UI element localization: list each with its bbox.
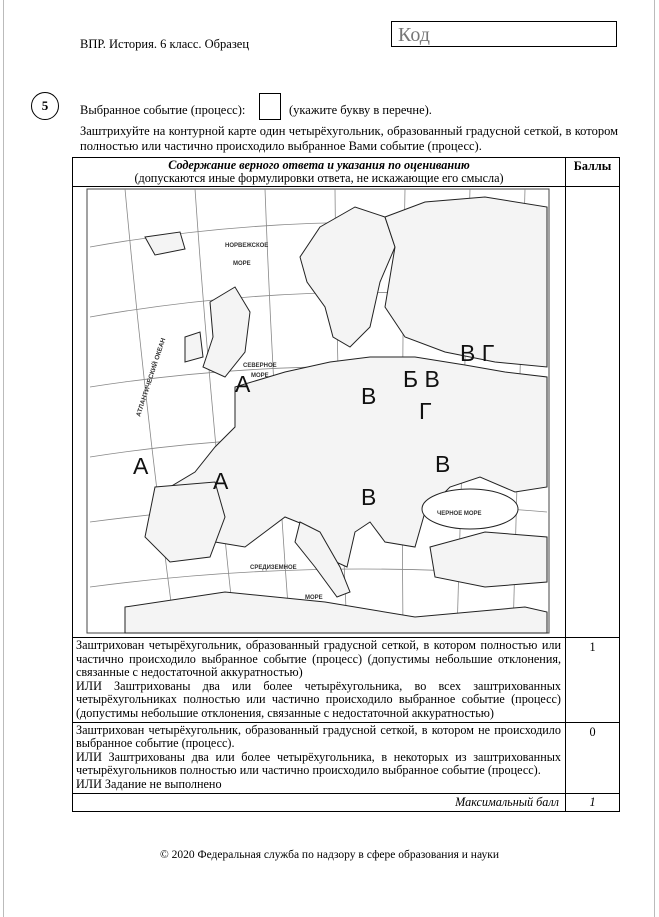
sea-label-north-2: МОРЕ <box>251 373 269 379</box>
rubric-row-1 <box>73 638 620 723</box>
sea-label-norwegian-1: НОРВЕЖСКОЕ <box>225 243 269 249</box>
region-letter-v-g: В Г <box>460 340 495 366</box>
page-edge-left <box>3 0 4 917</box>
region-letter-v-2: В <box>435 451 451 477</box>
region-letter-v-1: В <box>361 383 377 409</box>
rubric-row-1-points: 1 <box>566 638 620 723</box>
rubric-max-row <box>73 793 620 811</box>
black-sea <box>422 489 518 529</box>
rubric-header-row <box>73 158 620 187</box>
contour-map <box>85 187 565 637</box>
code-field[interactable]: Код <box>391 21 617 47</box>
region-letter-b-v: Б В <box>403 366 440 392</box>
question-instruction: Заштрихуйте на контурной карте один четырёхугольник, образованный градусной сеткой, в котором полностью или частично происходило выбранное Вами событие (процесс). <box>80 124 618 153</box>
region-letter-a-3: А <box>213 468 229 494</box>
selected-event-hint: (укажите букву в перечне). <box>289 103 432 117</box>
rubric-header-title: Содержание верного ответа и указания по оцениванию <box>168 158 470 172</box>
rubric-row-2-text-3: ИЛИ Задание не выполнено <box>76 776 222 791</box>
answer-letter-box[interactable] <box>259 93 281 120</box>
rubric-row-2-text-1: Заштрихован четырёхугольник, образованный градусной сеткой, в котором не происходило выбранное событие (процесс). <box>76 722 561 751</box>
sea-label-norwegian-2: МОРЕ <box>233 261 251 267</box>
page-edge-right <box>654 0 655 917</box>
sea-label-north-1: СЕВЕРНОЕ <box>243 363 277 369</box>
rubric-row-1-text <box>73 638 566 723</box>
footer-copyright: © 2020 Федеральная служба по надзору в сфере образования и науки <box>160 849 499 861</box>
region-letter-g: Г <box>419 398 432 424</box>
max-score-label: Максимальный балл <box>73 793 566 811</box>
region-letter-a-2: А <box>133 453 149 479</box>
rubric-row-1-text-2: ИЛИ Заштрихованы два или более четырёхугольника, во всех заштрихованных четырёхугольниках полностью или частично происходило выбранное событие (процесс) (допустимы небольшие отклонения, связанные с недостаточной аккуратностью) <box>76 678 561 720</box>
region-letter-v-3: В <box>361 484 377 510</box>
rubric-row-2-text-2: ИЛИ Заштрихованы два или более четырёхугольника, в некоторых из заштрихованных четырёхугольников полностью или частично происходило выбранное событие (процесс). <box>76 749 561 778</box>
sea-label-black: ЧЕРНОЕ МОРЕ <box>437 511 482 517</box>
rubric-row-2-points: 0 <box>566 722 620 793</box>
rubric-header-content <box>73 158 566 187</box>
region-letter-a-1: А <box>235 371 251 397</box>
rubric-row-1-text-1: Заштрихован четырёхугольник, образованный градусной сеткой, в котором полностью или частично происходило выбранное событие (процесс) (допустимы небольшие отклонения, связанные с недостаточной аккуратностью) <box>76 638 561 680</box>
map-cell <box>73 187 566 638</box>
map-row <box>73 187 620 638</box>
rubric-header-subtitle: (допускаются иные формулировки ответа, не искажающие его смысла) <box>134 171 504 185</box>
rubric-table <box>72 157 620 812</box>
question-number: 5 <box>31 92 59 120</box>
sea-label-mediterranean-1: СРЕДИЗЕМНОЕ <box>250 565 297 571</box>
max-score-value: 1 <box>566 793 620 811</box>
sea-label-mediterranean-2: МОРЕ <box>305 595 323 601</box>
rubric-row-2 <box>73 722 620 793</box>
rubric-header-points: Баллы <box>566 158 620 187</box>
selected-event-label: Выбранное событие (процесс): <box>80 103 246 117</box>
sea-label-atlantic: АТЛАНТИЧЕСКИЙ ОКЕАН <box>135 337 168 418</box>
header-title: ВПР. История. 6 класс. Образец <box>80 37 250 51</box>
map-points-cell <box>566 187 620 638</box>
rubric-row-2-text <box>73 722 566 793</box>
